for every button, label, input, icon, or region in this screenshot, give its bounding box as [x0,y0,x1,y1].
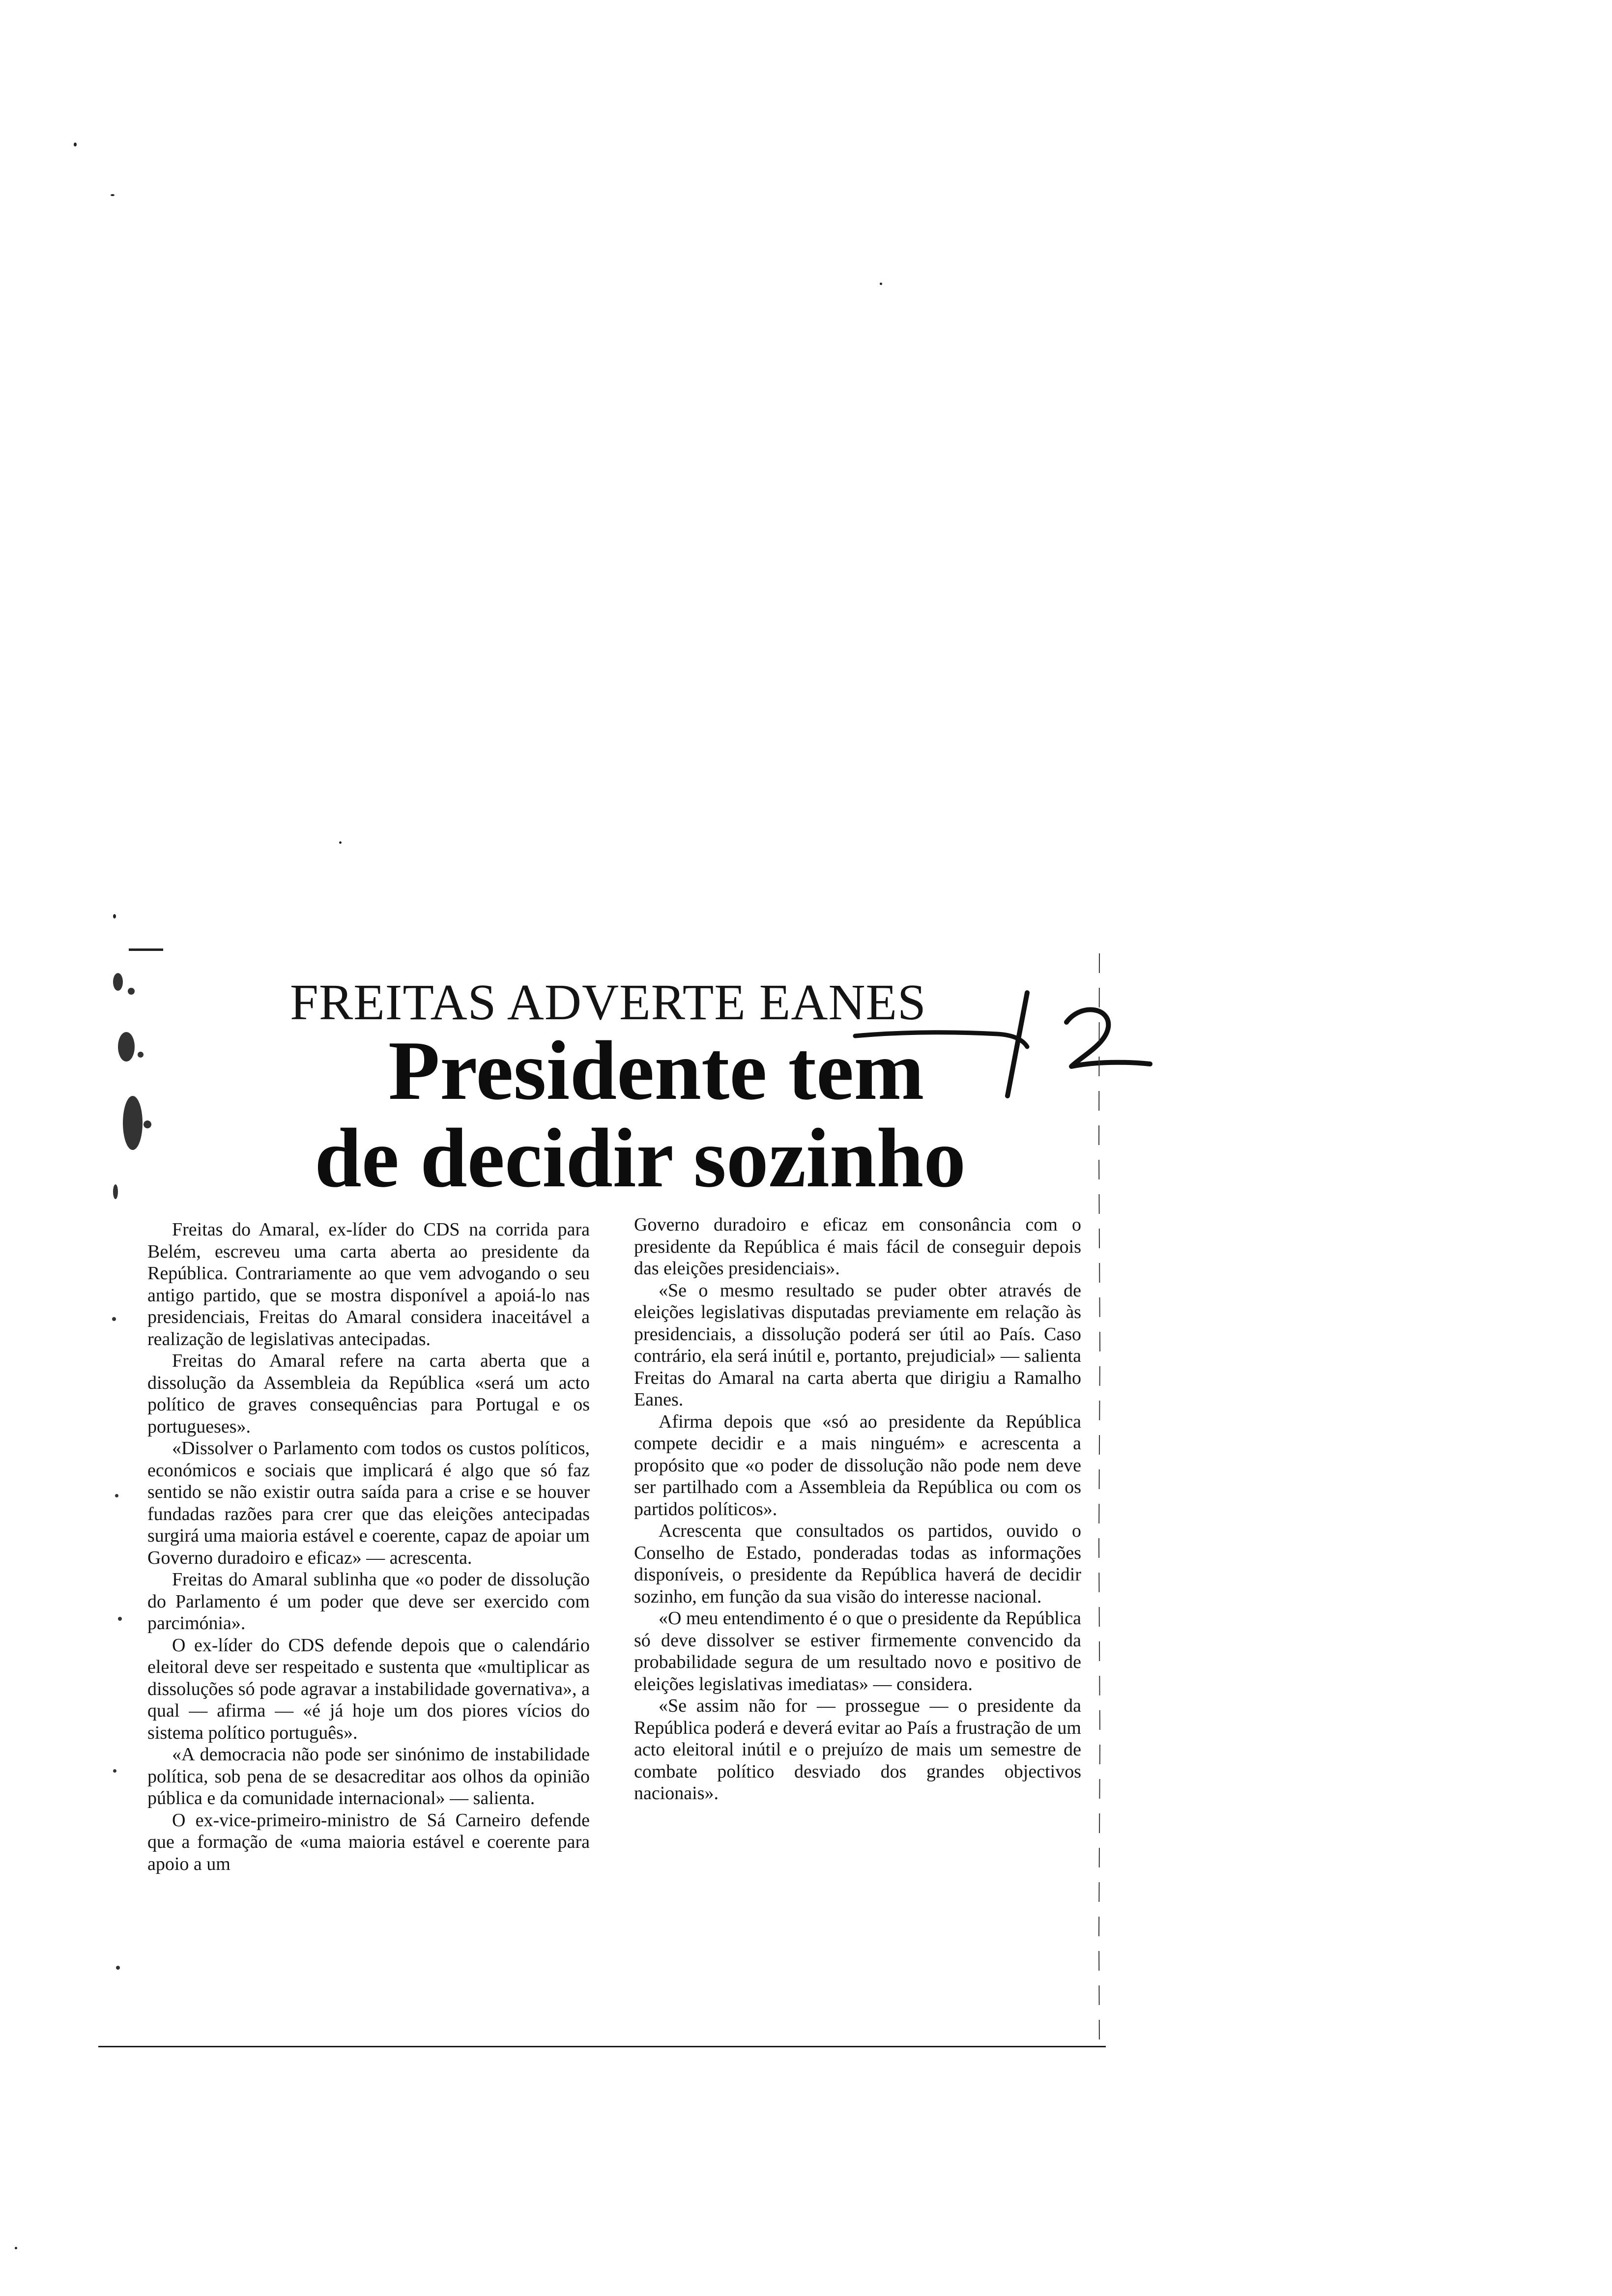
scan-speck [880,283,882,285]
clipping-top-rule [129,948,163,951]
paragraph: «A democracia não pode ser sinónimo de instabilidade política, sob pena de se desacreditar aos olhos da opinião pública e da comunidade internacional» — salienta. [147,1744,590,1808]
paragraph: Afirma depois que «só ao presidente da República compete decidir e a mais ninguém» e acrescenta a propósito que «o poder de dissolução não pode nem deve ser partilhado com a Assembleia da República ou com os partidos políticos». [634,1411,1081,1520]
paragraph: «Se o mesmo resultado se puder obter através de eleições legislativas disputadas previamente em relação às presidenciais, a dissolução poderá ser útil ao País. Caso contrário, ela será inútil e, portanto, prejudicial» — salienta Freitas do Amaral na carta aberta que dirigiu a Ramalho Eanes. [634,1280,1081,1410]
paragraph: «Dissolver o Parlamento com todos os custos políticos, económicos e sociais que implicará é algo que só faz sentido se não existir outra saída para a crise e se houver fundadas razões para crer que das eleições antecipadas surgirá uma maioria estável e coerente, capaz de apoiar um Governo duradoiro e eficaz» — acrescenta. [147,1438,590,1568]
paragraph: O ex-líder do CDS defende depois que o calendário eleitoral deve ser respeitado e sustenta que «multiplicar as dissoluções só pode agravar a instabilidade governativa», a qual — afirma — «é já hoje um dos piores vícios do sistema político português». [147,1635,590,1743]
scan-speck [339,841,342,844]
scan-speck [74,143,77,146]
headline-line-2: de decidir sozinho [315,1112,966,1205]
paragraph: Acrescenta que consultados os partidos, ouvido o Conselho de Estado, ponderadas todas as informações disponíveis, o presidente da República haverá de decidir sozinho, em função da sua visão do interesse nacional. [634,1521,1081,1607]
paragraph: O ex-vice-primeiro-ministro de Sá Carneiro defende que a formação de «uma maioria estável e coerente para apoio a um [147,1809,590,1874]
paragraph: «Se assim não for — prossegue — o presidente da República poderá e deverá evitar ao País a frustração de um acto eleitoral inútil e o prejuízo de mais um semestre de combate político desviado dos grandes objectivos nacionais». [634,1695,1081,1804]
headline-line-1: Presidente tem [388,1024,924,1118]
scan-speck [113,914,116,918]
article-right-column [634,1214,1081,1805]
paragraph: Freitas do Amaral, ex-líder do CDS na corrida para Belém, escreveu uma carta aberta ao presidente da República. Contrariamente ao que vem advogando o seu antigo partido, que se mostra disponível a apoiá-lo nas presidenciais, Freitas do Amaral considera inaceitável a realização de legislativas antecipadas. [147,1219,590,1349]
article-headline [295,1024,1032,1205]
clipping-bottom-rule [98,2046,1106,2047]
newspaper-clipping [98,953,1106,2079]
scan-speck [15,2247,17,2249]
paragraph: Freitas do Amaral refere na carta aberta que a dissolução da Assembleia da República «será um acto político de graves consequências para Portugal e os portugueses». [147,1350,590,1437]
paragraph: Freitas do Amaral sublinha que «o poder de dissolução do Parlamento é um poder que deve ser exercido com parcimónia». [147,1569,590,1634]
paragraph: «O meu entendimento é o que o presidente da República só deve dissolver se estiver firmemente convencido da probabilidade segura de um resultado novo e positivo de eleições legislativas imediatas» — considera. [634,1608,1082,1694]
scan-speck [111,194,115,196]
paragraph-continuation: Governo duradoiro e eficaz em consonância com o presidente da República é mais fácil de conseguir depois das eleições presidenciais». [634,1214,1081,1279]
clipping-right-edge [1096,953,1103,2049]
article-left-column [147,1219,590,1875]
article-kicker: FREITAS ADVERTE EANES [290,974,926,1031]
